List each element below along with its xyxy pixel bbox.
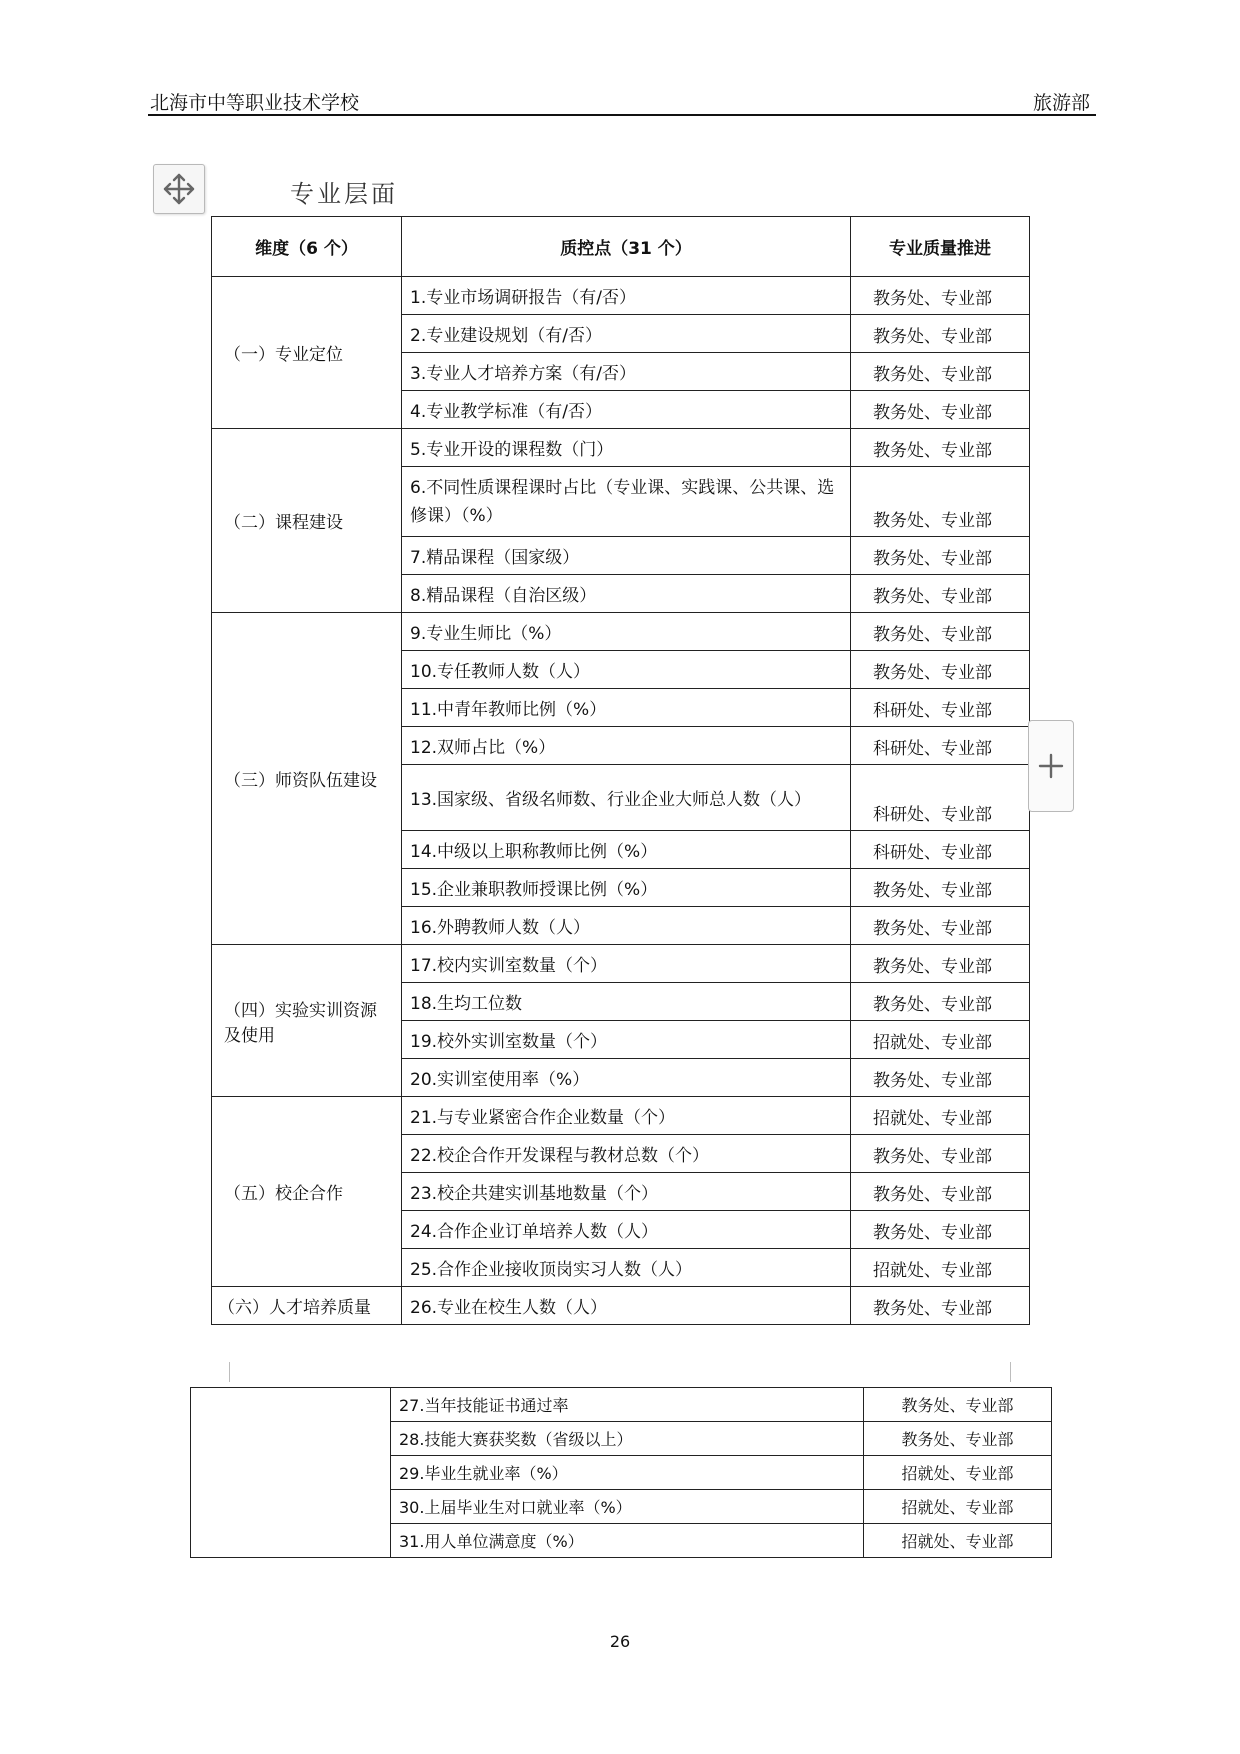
control-point-22: 22.校企合作开发课程与教材总数（个）: [402, 1135, 851, 1173]
page-break-mark-left: [229, 1362, 230, 1382]
department-7: 教务处、专业部: [851, 537, 1030, 575]
control-point-17: 17.校内实训室数量（个）: [402, 945, 851, 983]
control-point-27: 27.当年技能证书通过率: [391, 1388, 864, 1422]
department-20: 教务处、专业部: [851, 1059, 1030, 1097]
dimension-6-continued: [191, 1388, 391, 1558]
plus-icon: [1036, 751, 1066, 781]
department-23: 教务处、专业部: [851, 1173, 1030, 1211]
department-18: 教务处、专业部: [851, 983, 1030, 1021]
department-12: 科研处、专业部: [851, 727, 1030, 765]
department-31: 招就处、专业部: [864, 1524, 1052, 1558]
control-point-1: 1.专业市场调研报告（有/否）: [402, 277, 851, 315]
control-point-11: 11.中青年教师比例（%）: [402, 689, 851, 727]
department-29: 招就处、专业部: [864, 1456, 1052, 1490]
department-27: 教务处、专业部: [864, 1388, 1052, 1422]
department-25: 招就处、专业部: [851, 1249, 1030, 1287]
control-point-24: 24.合作企业订单培养人数（人）: [402, 1211, 851, 1249]
department-13: 科研处、专业部: [851, 765, 1030, 831]
section-title: 专业层面: [290, 180, 398, 208]
add-row-button[interactable]: [1028, 720, 1074, 812]
department-19: 招就处、专业部: [851, 1021, 1030, 1059]
control-point-28: 28.技能大赛获奖数（省级以上）: [391, 1422, 864, 1456]
control-point-20: 20.实训室使用率（%）: [402, 1059, 851, 1097]
control-point-26: 26.专业在校生人数（人）: [402, 1287, 851, 1325]
header-department: 旅游部: [1032, 92, 1090, 114]
department-11: 科研处、专业部: [851, 689, 1030, 727]
control-point-21: 21.与专业紧密合作企业数量（个）: [402, 1097, 851, 1135]
department-3: 教务处、专业部: [851, 353, 1030, 391]
control-point-25: 25.合作企业接收顶岗实习人数（人）: [402, 1249, 851, 1287]
header-department: 专业质量推进: [851, 217, 1030, 277]
control-point-31: 31.用人单位满意度（%）: [391, 1524, 864, 1558]
department-8: 教务处、专业部: [851, 575, 1030, 613]
department-9: 教务处、专业部: [851, 613, 1030, 651]
control-point-16: 16.外聘教师人数（人）: [402, 907, 851, 945]
department-22: 教务处、专业部: [851, 1135, 1030, 1173]
control-point-29: 29.毕业生就业率（%）: [391, 1456, 864, 1490]
dimension-4: （四）实验实训资源及使用: [212, 945, 402, 1097]
control-point-23: 23.校企共建实训基地数量（个）: [402, 1173, 851, 1211]
department-21: 招就处、专业部: [851, 1097, 1030, 1135]
department-4: 教务处、专业部: [851, 391, 1030, 429]
header-school: 北海市中等职业技术学校: [150, 92, 360, 114]
dimension-2: （二）课程建设: [212, 429, 402, 613]
department-26: 教务处、专业部: [851, 1287, 1030, 1325]
department-14: 科研处、专业部: [851, 831, 1030, 869]
dimension-5: （五）校企合作: [212, 1097, 402, 1287]
control-point-4: 4.专业教学标准（有/否）: [402, 391, 851, 429]
page-number: 26: [609, 1632, 631, 1651]
department-15: 教务处、专业部: [851, 869, 1030, 907]
control-point-2: 2.专业建设规划（有/否）: [402, 315, 851, 353]
department-24: 教务处、专业部: [851, 1211, 1030, 1249]
control-point-14: 14.中级以上职称教师比例（%）: [402, 831, 851, 869]
department-5: 教务处、专业部: [851, 429, 1030, 467]
control-point-12: 12.双师占比（%）: [402, 727, 851, 765]
control-point-9: 9.专业生师比（%）: [402, 613, 851, 651]
dimension-3: （三）师资队伍建设: [212, 613, 402, 945]
control-point-19: 19.校外实训室数量（个）: [402, 1021, 851, 1059]
department-28: 教务处、专业部: [864, 1422, 1052, 1456]
page-break-mark-right: [1010, 1362, 1011, 1382]
header-control-point: 质控点（31 个）: [402, 217, 851, 277]
dimension-1: （一）专业定位: [212, 277, 402, 429]
header-dimension: 维度（6 个）: [212, 217, 402, 277]
department-6: 教务处、专业部: [851, 467, 1030, 537]
table-move-handle[interactable]: [153, 164, 205, 214]
move-icon: [160, 170, 198, 208]
control-point-3: 3.专业人才培养方案（有/否）: [402, 353, 851, 391]
department-30: 招就处、专业部: [864, 1490, 1052, 1524]
quality-control-table: [211, 216, 1030, 1325]
quality-control-table-continued: [190, 1387, 1052, 1558]
control-point-15: 15.企业兼职教师授课比例（%）: [402, 869, 851, 907]
department-16: 教务处、专业部: [851, 907, 1030, 945]
control-point-18: 18.生均工位数: [402, 983, 851, 1021]
department-17: 教务处、专业部: [851, 945, 1030, 983]
department-1: 教务处、专业部: [851, 277, 1030, 315]
department-10: 教务处、专业部: [851, 651, 1030, 689]
control-point-6: 6.不同性质课程课时占比（专业课、实践课、公共课、选修课）（%）: [402, 467, 851, 537]
header-rule: [148, 114, 1096, 116]
control-point-7: 7.精品课程（国家级）: [402, 537, 851, 575]
control-point-5: 5.专业开设的课程数（门）: [402, 429, 851, 467]
dimension-6: （六）人才培养质量: [212, 1287, 402, 1325]
control-point-30: 30.上届毕业生对口就业率（%）: [391, 1490, 864, 1524]
department-2: 教务处、专业部: [851, 315, 1030, 353]
control-point-10: 10.专任教师人数（人）: [402, 651, 851, 689]
control-point-8: 8.精品课程（自治区级）: [402, 575, 851, 613]
control-point-13: 13.国家级、省级名师数、行业企业大师总人数（人）: [402, 765, 851, 831]
